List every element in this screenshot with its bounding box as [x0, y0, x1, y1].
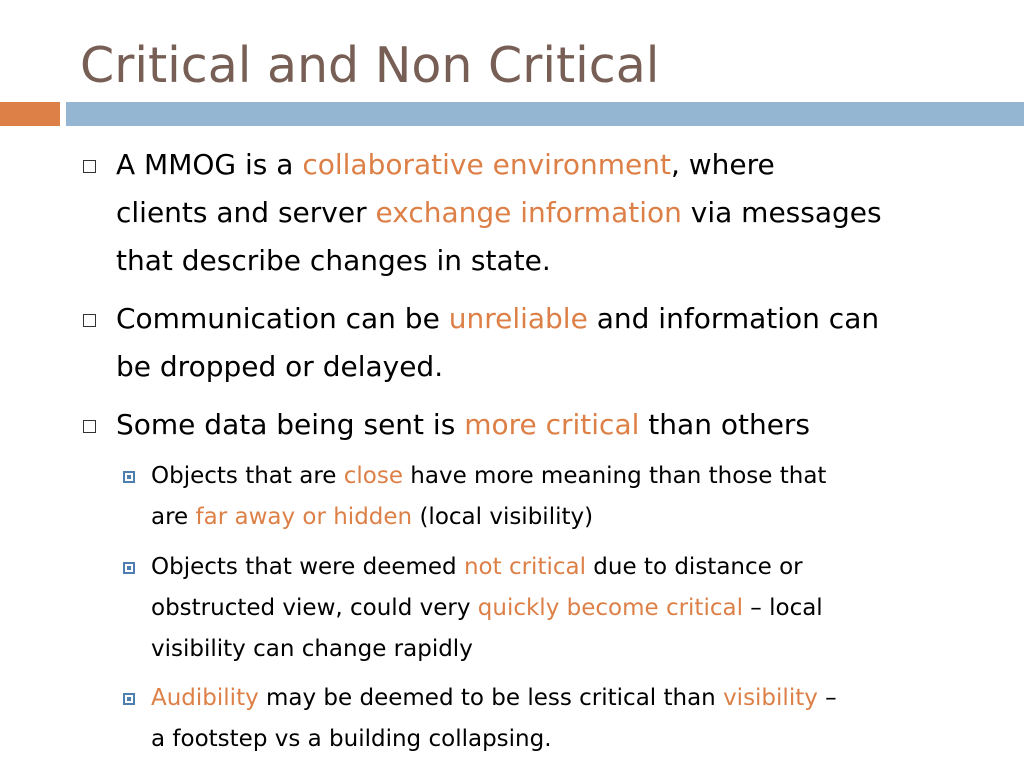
text-run: Some data being sent is: [116, 408, 465, 441]
highlight-run: close: [343, 463, 403, 489]
text-run: Communication can be: [116, 302, 449, 335]
text-run: –: [817, 685, 837, 711]
highlight-run: quickly become critical: [477, 595, 743, 621]
sub-bullet-line: [151, 497, 593, 538]
text-run: that describe changes in state.: [116, 244, 551, 277]
bullet-line: [116, 237, 551, 285]
sub-bullet-line: [151, 588, 823, 629]
sub-bullet-line: [151, 719, 552, 760]
sub-bullet-line: [151, 547, 803, 588]
text-run: than others: [639, 408, 811, 441]
text-run: are: [151, 504, 196, 530]
highlight-run: more critical: [464, 408, 640, 441]
text-run: A MMOG is a: [116, 148, 303, 181]
bullet-line: [116, 343, 443, 391]
text-run: and information can: [587, 302, 880, 335]
highlight-run: Audibility: [151, 685, 259, 711]
text-run: due to distance or: [585, 554, 803, 580]
text-run: clients and server: [116, 196, 376, 229]
text-run: Objects that were deemed: [151, 554, 464, 580]
text-run: a footstep vs a building collapsing.: [151, 726, 552, 752]
text-run: – local: [742, 595, 823, 621]
bullet-line: [116, 141, 775, 189]
text-run: , where: [670, 148, 775, 181]
text-run: have more meaning than those that: [402, 463, 827, 489]
bullet-box-icon: [83, 314, 96, 327]
highlight-run: far away or hidden: [195, 504, 413, 530]
text-run: (local visibility): [412, 504, 594, 530]
slide-title: Critical and Non Critical: [80, 37, 660, 94]
text-run: Objects that are: [151, 463, 344, 489]
sub-bullet-line: [151, 678, 837, 719]
sub-bullet-line: [151, 629, 473, 670]
highlight-run: unreliable: [448, 302, 588, 335]
sub-bullet-line: [151, 456, 826, 497]
bullet-box-icon: [83, 160, 96, 173]
sub-bullet-square-icon: [123, 562, 135, 574]
highlight-run: exchange information: [375, 196, 682, 229]
text-run: visibility can change rapidly: [151, 636, 473, 662]
highlight-run: not critical: [463, 554, 586, 580]
highlight-run: collaborative environment: [302, 148, 671, 181]
bullet-line: [116, 401, 810, 449]
bullet-line: [116, 189, 882, 237]
text-run: be dropped or delayed.: [116, 350, 444, 383]
sub-bullet-square-icon: [123, 693, 135, 705]
bullet-line: [116, 295, 879, 343]
sub-bullet-square-icon: [123, 471, 135, 483]
text-run: may be deemed to be less critical than: [258, 685, 724, 711]
text-run: via messages: [681, 196, 882, 229]
highlight-run: visibility: [723, 685, 818, 711]
text-run: obstructed view, could very: [151, 595, 478, 621]
bullet-box-icon: [83, 420, 96, 433]
